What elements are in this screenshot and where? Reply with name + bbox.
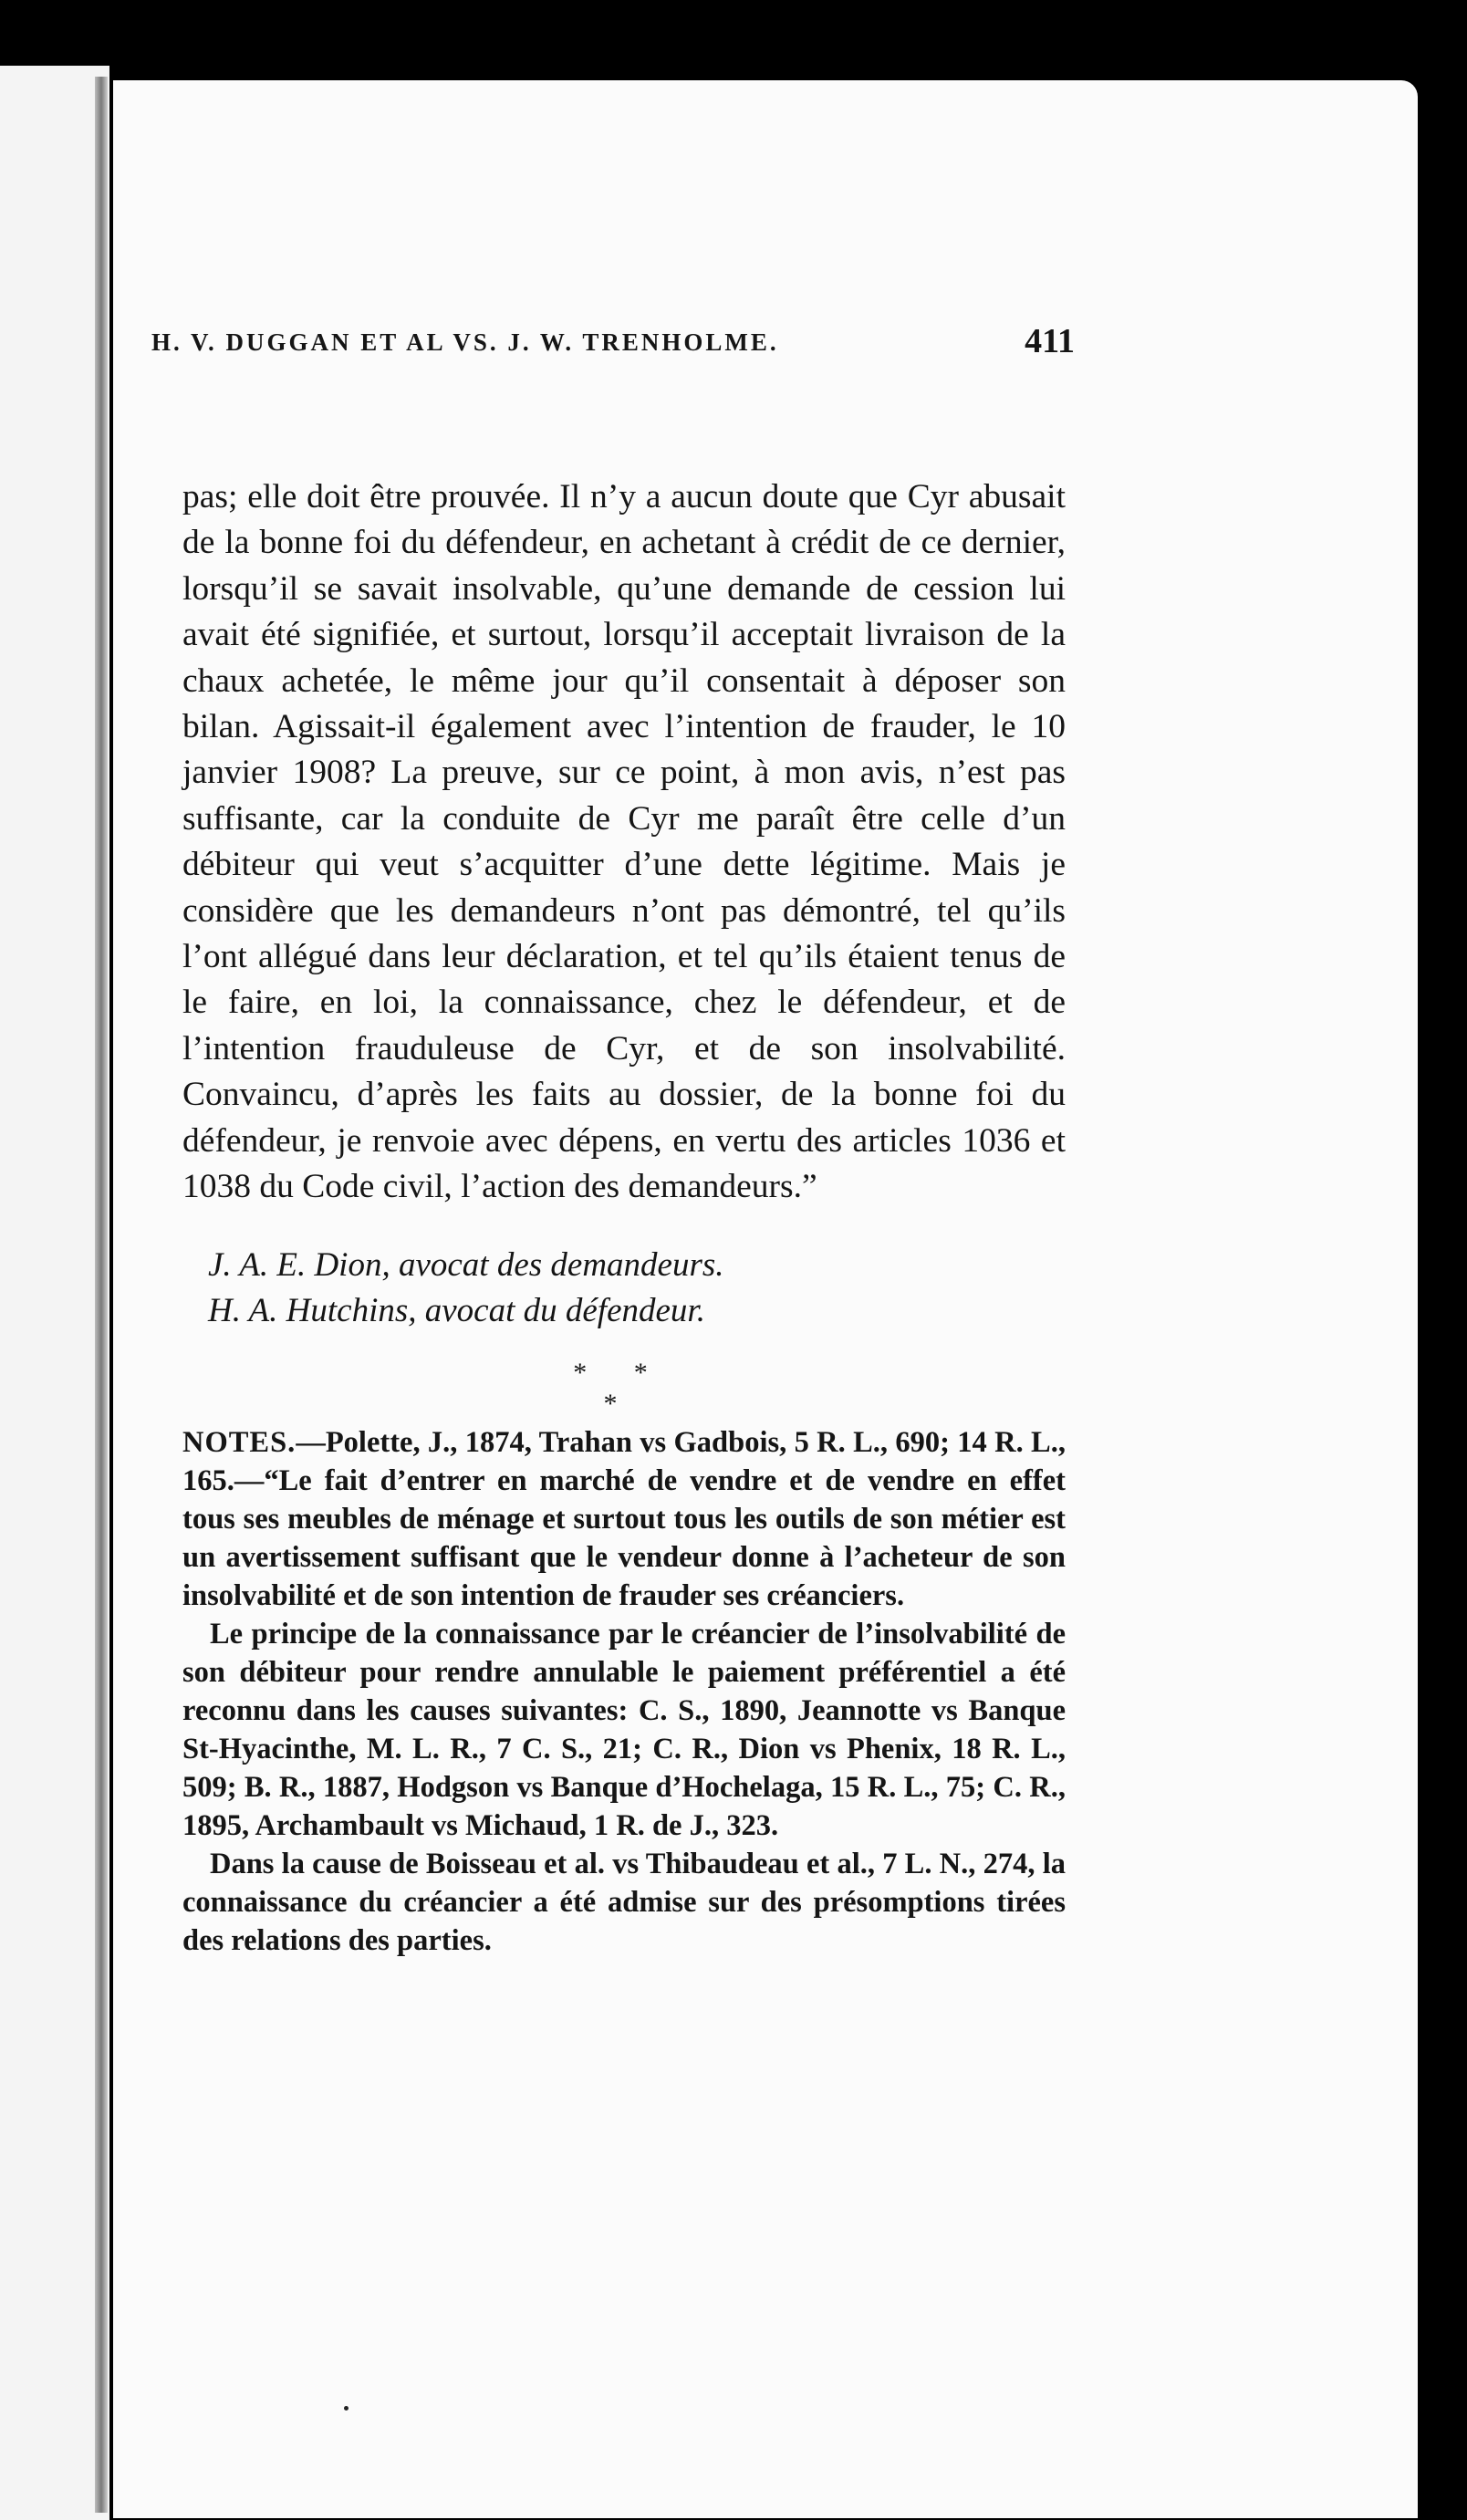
book-gutter xyxy=(95,77,108,2513)
notes-paragraph-1-text: —Polette, J., 1874, Trahan vs Gadbois, 5 R. L., 690; 14 R. L., 165.—“Le fait d’entrer en marché de vendre et de vendre en effet tous ses meubles de ménage et surtout tous les outils de son métier est un avertissement suffisant que le vendeur donne à l’acheteur de son insolvabilité et de son intention de frauder ses créanciers. xyxy=(182,1426,1066,1612)
notes-paragraph-2: Le principe de la connaissance par le créancier de l’insolvabilité de son débiteur pour rendre annulable le paiement préférentiel a été reconnu dans les causes suivantes: C. S., 1890, Jeannotte vs Banque St-Hyacinthe, M. L. R., 7 C. S., 21; C. R., Dion vs Phenix, 18 R. L., 509; B. R., 1887, Hodgson vs Banque d’Hochelaga, 15 R. L., 75; C. R., 1895, Archambault vs Michaud, 1 R. de J., 323. xyxy=(182,1618,1066,1842)
notes-paragraph-3: Dans la cause de Boisseau et al. vs Thibaudeau et al., 7 L. N., 274, la connaissance du créancier a été admise sur des présomptions tirées des relations des parties. xyxy=(182,1848,1066,1957)
page-header xyxy=(151,321,1075,376)
facing-page-edge xyxy=(0,66,109,2520)
scan-speck xyxy=(344,2406,349,2411)
section-separator: * * * xyxy=(573,1358,668,1419)
notes-section xyxy=(182,1423,1066,1960)
judgment-paragraph: pas; elle doit être prouvée. Il n’y a aucun doute que Cyr abusait de la bonne foi du défendeur, en achetant à crédit de ce dernier, lorsqu’il se savait insolvable, qu’une demande de cession lui avait été signifiée, et surtout, lorsqu’il acceptait livraison de la chaux achetée, le même jour qu’il consentait à déposer son bilan. Agissait-il également avec l’intention de frauder, le 10 janvier 1908? La preuve, sur ce point, à mon avis, n’est pas suffisante, car la conduite de Cyr me paraît être celle d’un débiteur qui veut s’acquitter d’une dette légitime. Mais je considère que les demandeurs n’ont pas démontré, tel qu’ils l’ont allégué dans leur déclaration, et tel qu’ils étaient tenus de le faire, en loi, la connaissance, chez le défendeur, et de l’intention frauduleuse de Cyr, et de son insolvabilité. Convaincu, d’après les faits au dossier, de la bonne foi du défendeur, je renvoie avec dépens, en vertu des articles 1036 et 1038 du Code civil, l’action des demandeurs.” xyxy=(182,478,1066,1206)
notes-lead: NOTES. xyxy=(182,1426,297,1459)
judgment-text xyxy=(182,474,1066,1211)
running-head: H. V. DUGGAN ET AL VS. J. W. TRENHOLME. xyxy=(151,328,779,356)
attorneys-block xyxy=(208,1243,1066,1334)
notes-paragraph-1 xyxy=(182,1423,1066,1615)
page-number: 411 xyxy=(1025,322,1075,360)
defendant-attorney: H. A. Hutchins, avocat du défendeur. xyxy=(208,1292,705,1329)
plaintiffs-attorney: J. A. E. Dion, avocat des demandeurs. xyxy=(208,1246,724,1284)
